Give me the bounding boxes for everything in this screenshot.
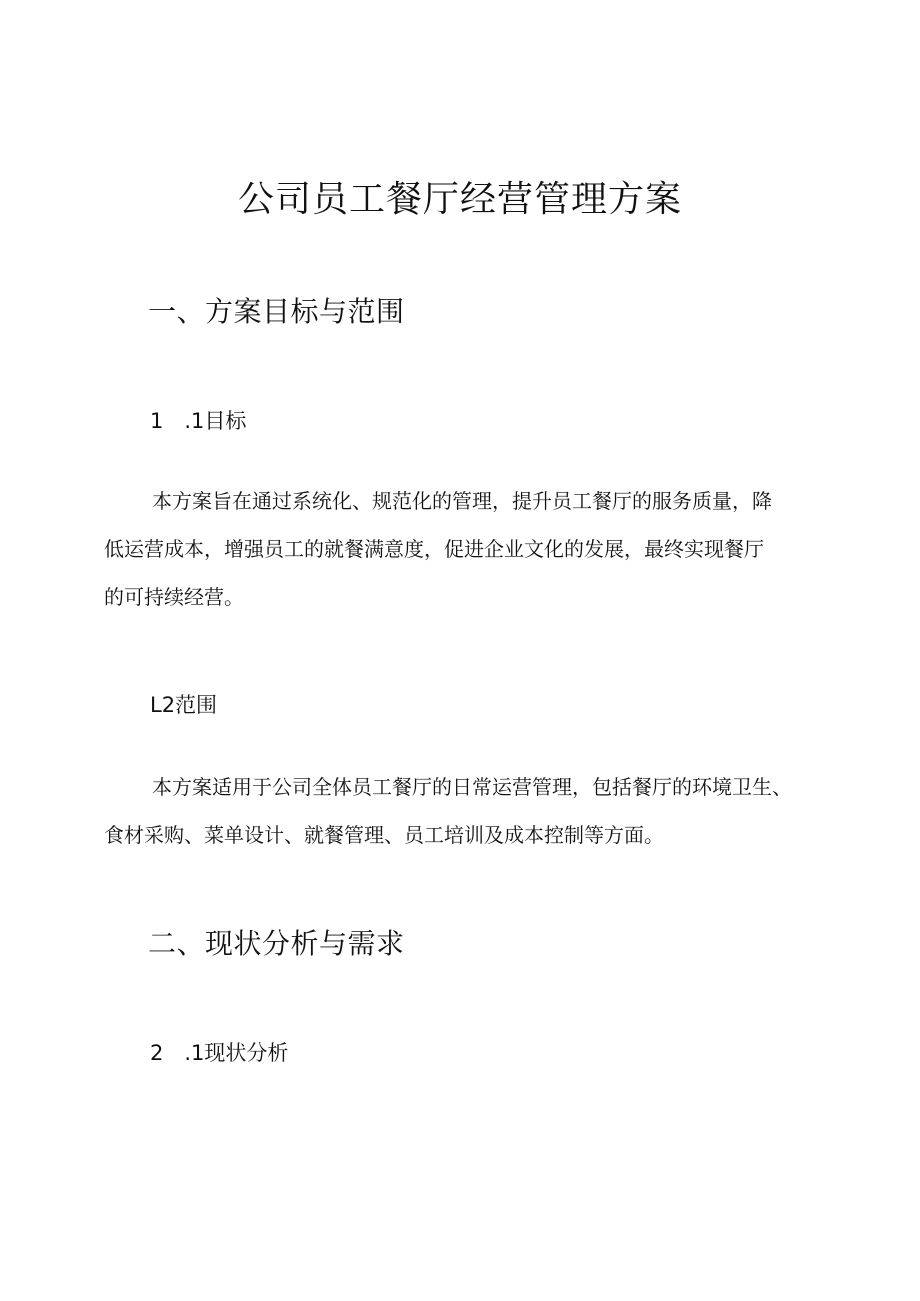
subsection-heading-1-2: L2范围 (150, 693, 218, 717)
paragraph-line: 食材采购、菜单设计、就餐管理、员工培训及成本控制等方面。 (104, 823, 664, 847)
document-title: 公司员工餐厅经营管理方案 (237, 179, 682, 220)
paragraph-line: 本方案适用于公司全体员工餐厅的日常运营管理，包括餐厅的环境卫生、 (152, 775, 792, 799)
paragraph-scope (104, 763, 824, 859)
paragraph-line: 本方案旨在通过系统化、规范化的管理，提升员工餐厅的服务质量，降 (152, 489, 772, 513)
paragraph-goal (104, 477, 824, 621)
paragraph-line: 的可持续经营。 (104, 585, 244, 609)
paragraph-line: 低运营成本，增强员工的就餐满意度，促进企业文化的发展，最终实现餐厅 (104, 537, 764, 561)
section-heading-2: 二、现状分析与需求 (148, 927, 405, 960)
subsection-heading-1-1: 1 .1目标 (150, 409, 247, 433)
section-heading-1: 一、方案目标与范围 (148, 295, 405, 328)
subsection-heading-2-1: 2 .1现状分析 (150, 1041, 289, 1065)
